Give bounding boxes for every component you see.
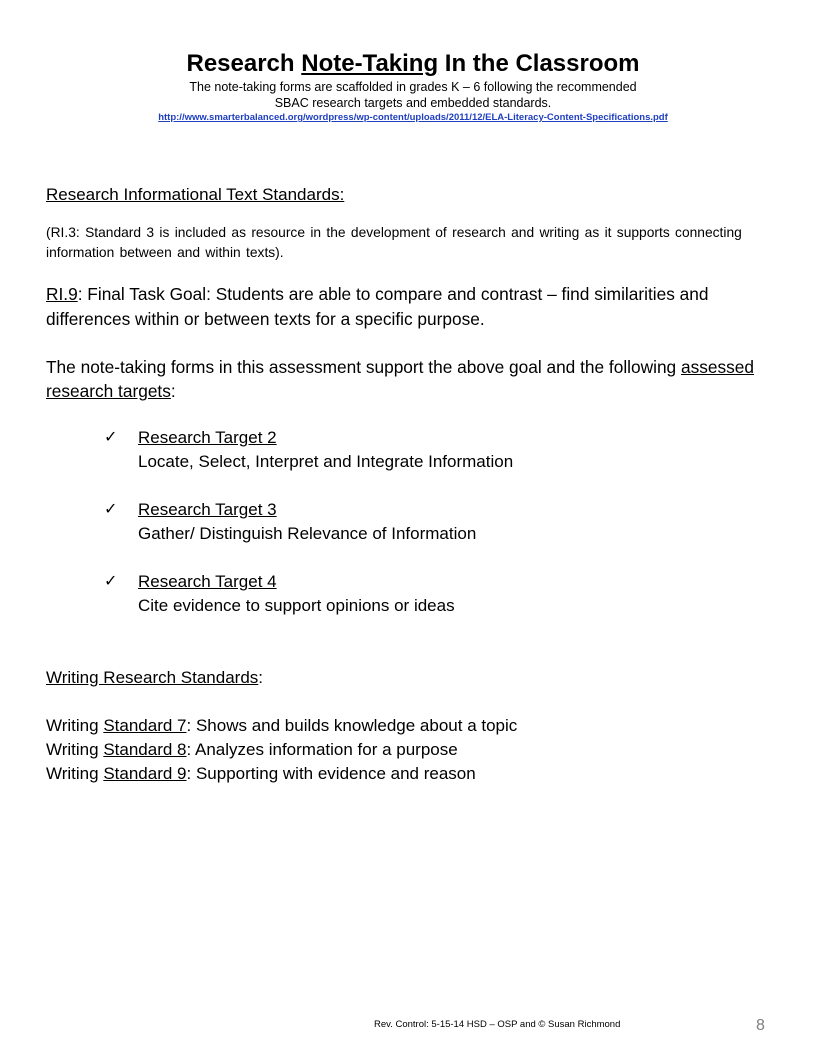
writing-standard-text: : Supporting with evidence and reason — [186, 764, 476, 783]
writing-standard-text: : Analyzes information for a purpose — [186, 740, 458, 759]
ri9-label: RI.9 — [46, 284, 78, 304]
title-text-underlined: Note-Taking — [301, 50, 439, 77]
rev-control-footer: Rev. Control: 5-15-14 HSD – OSP and © Susan Richmond — [374, 1019, 621, 1030]
research-target-title: Research Target 4 — [138, 572, 277, 591]
research-target-item — [0, 570, 816, 618]
writing-heading-colon: : — [258, 668, 264, 687]
writing-standard-label: Standard 9 — [103, 764, 187, 783]
writing-standard-item — [46, 762, 476, 786]
specifications-link[interactable]: http://www.smarterbalanced.org/wordpress/wp-content/uploads/2011/12/ELA-Literacy-Content-Specifications.pdf — [158, 112, 668, 123]
writing-standard-label: Standard 7 — [103, 716, 187, 735]
writing-standard-item — [46, 714, 517, 738]
research-target-item — [0, 426, 816, 474]
research-target-item — [0, 498, 816, 546]
subtitle-line-2: SBAC research targets and embedded standards. — [274, 96, 552, 110]
ri3-note: (RI.3: Standard 3 is included as resource in the development of research and writing as it supports connecting information between and within texts). — [46, 225, 742, 260]
writing-standards-heading — [46, 666, 263, 690]
note-forms-text: The note-taking forms in this assessment support the above goal and the following — [46, 357, 681, 377]
writing-standard-prefix: Writing — [46, 740, 104, 759]
research-target-title: Research Target 3 — [138, 500, 277, 519]
page-number: 8 — [756, 1017, 765, 1034]
ri9-text: : Final Task Goal: Students are able to compare and contrast – find similarities and differences within or between texts for a specific purpose. — [46, 284, 709, 329]
title-text-part1: Research — [186, 50, 302, 77]
writing-standard-prefix: Writing — [46, 716, 104, 735]
checkmark-icon: ✓ — [104, 573, 118, 590]
checkmark-icon: ✓ — [104, 429, 118, 446]
writing-standard-label: Standard 8 — [103, 740, 187, 759]
title-text-part2: In the Classroom — [438, 50, 640, 77]
writing-heading-text: Writing Research Standards — [46, 668, 259, 687]
checkmark-icon: ✓ — [104, 501, 118, 518]
subtitle-line-1: The note-taking forms are scaffolded in grades K – 6 following the recommended — [189, 80, 637, 94]
writing-standard-prefix: Writing — [46, 764, 104, 783]
research-target-description: Locate, Select, Interpret and Integrate Information — [138, 452, 514, 471]
note-forms-underlined: assessed research targets — [46, 357, 754, 401]
note-forms-end: : — [170, 381, 176, 401]
research-target-description: Gather/ Distinguish Relevance of Information — [138, 524, 477, 543]
writing-standard-text: : Shows and builds knowledge about a topic — [186, 716, 518, 735]
research-target-title: Research Target 2 — [138, 428, 277, 447]
writing-standard-item — [46, 738, 458, 762]
ri9-goal — [46, 282, 776, 332]
note-forms-paragraph — [46, 355, 776, 403]
page-title — [0, 50, 816, 78]
research-target-description: Cite evidence to support opinions or ideas — [138, 596, 455, 615]
informational-standards-heading: Research Informational Text Standards: — [46, 185, 345, 204]
